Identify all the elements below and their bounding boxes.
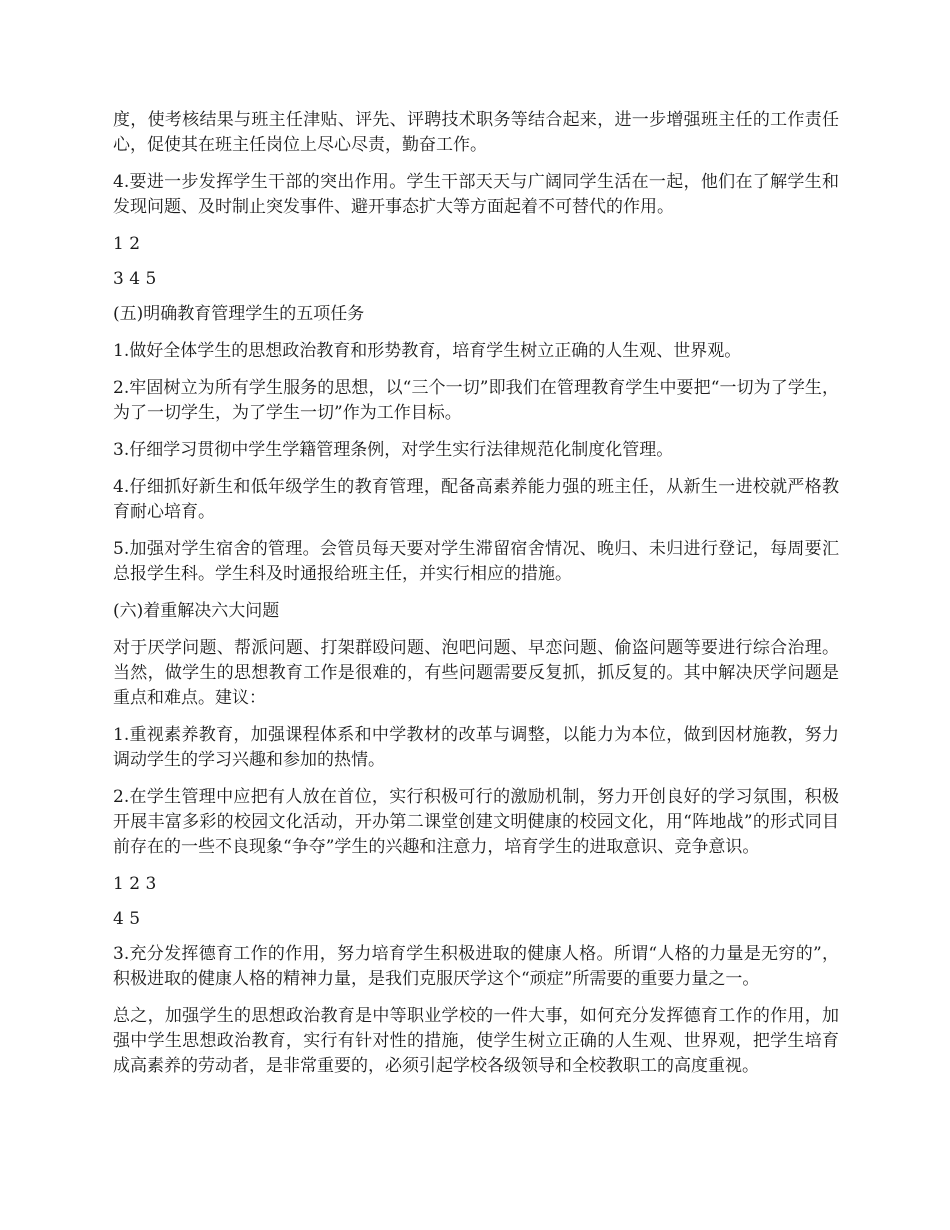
list-item-suggestion-1: 1.重视素养教育，加强课程体系和中学教材的改革与调整，以能力为本位，做到因材施教，努力调动学生的学习兴趣和参加的热情。	[113, 725, 839, 770]
list-item-suggestion-3: 3.充分发挥德育工作的作用，努力培育学生积极进取的健康人格。所谓“人格的力量是无穷的”，积极进取的健康人格的精神力量，是我们克服厌学这个“顽症”所需要的重要力量之一。	[113, 944, 839, 989]
paragraph-six-problems-intro: 对于厌学问题、帮派问题、打架群殴问题、泡吧问题、早恋问题、偷盗问题等要进行综合治理。当然，做学生的思想教育工作是很难的，有些问题需要反复抓，抓反复的。其中解决厌学问题是重点和难点。建议：	[113, 638, 839, 708]
list-item-suggestion-2: 2.在学生管理中应把有人放在首位，实行积极可行的激励机制，努力开创良好的学习氛围，积极开展丰富多彩的校园文化活动，开办第二课堂创建文明健康的校园文化，用“阵地战”的形式同目前存在的一些不良现象“争夺”学生的兴趣和注意力，培育学生的进取意识、竞争意识。	[113, 787, 839, 857]
list-item-task-2: 2.牢固树立为所有学生服务的思想，以“三个一切”即我们在管理教育学生中要把“一切为了学生，为了一切学生，为了学生一切”作为工作目标。	[113, 378, 839, 423]
section-heading-six-problems: (六)着重解决六大问题	[113, 601, 280, 621]
paragraph-student-cadres: 4.要进一步发挥学生干部的突出作用。学生干部天天与广阔同学生活在一起，他们在了解学生和发现问题、及时制止突发事件、避开事态扩大等方面起着不可替代的作用。	[113, 172, 839, 217]
paragraph-conclusion: 总之，加强学生的思想政治教育是中等职业学校的一件大事，如何充分发挥德育工作的作用，加强中学生思想政治教育，实行有针对性的措施，使学生树立正确的人生观、世界观，把学生培育成高素养的劳动者，是非常重要的，必须引起学校各级领导和全校教职工的高度重视。	[113, 1006, 839, 1076]
document-page	[113, 108, 839, 1091]
section-heading-five-tasks: (五)明确教育管理学生的五项任务	[113, 304, 365, 324]
list-item-task-4: 4.仔细抓好新生和低年级学生的教育管理，配备高素养能力强的班主任，从新生一进校就严格教育耐心培育。	[113, 477, 839, 522]
list-item-task-3: 3.仔细学习贯彻中学生学籍管理条例，对学生实行法律规范化制度化管理。	[113, 440, 674, 460]
page-number-row: 3 4 5	[113, 269, 157, 289]
list-item-task-5: 5.加强对学生宿舍的管理。会管员每天要对学生滞留宿舍情况、晚归、未归进行登记，每周要汇总报学生科。学生科及时通报给班主任，并实行相应的措施。	[113, 539, 839, 584]
page-number-row: 1 2 3	[113, 874, 157, 894]
page-number-row: 1 2	[113, 234, 141, 254]
list-item-task-1: 1.做好全体学生的思想政治教育和形势教育，培育学生树立正确的人生观、世界观。	[113, 341, 742, 361]
paragraph-continuation: 度，使考核结果与班主任津贴、评先、评聘技术职务等结合起来，进一步增强班主任的工作责任心，促使其在班主任岗位上尽心尽责，勤奋工作。	[113, 110, 839, 155]
page-number-row: 4 5	[113, 909, 141, 929]
